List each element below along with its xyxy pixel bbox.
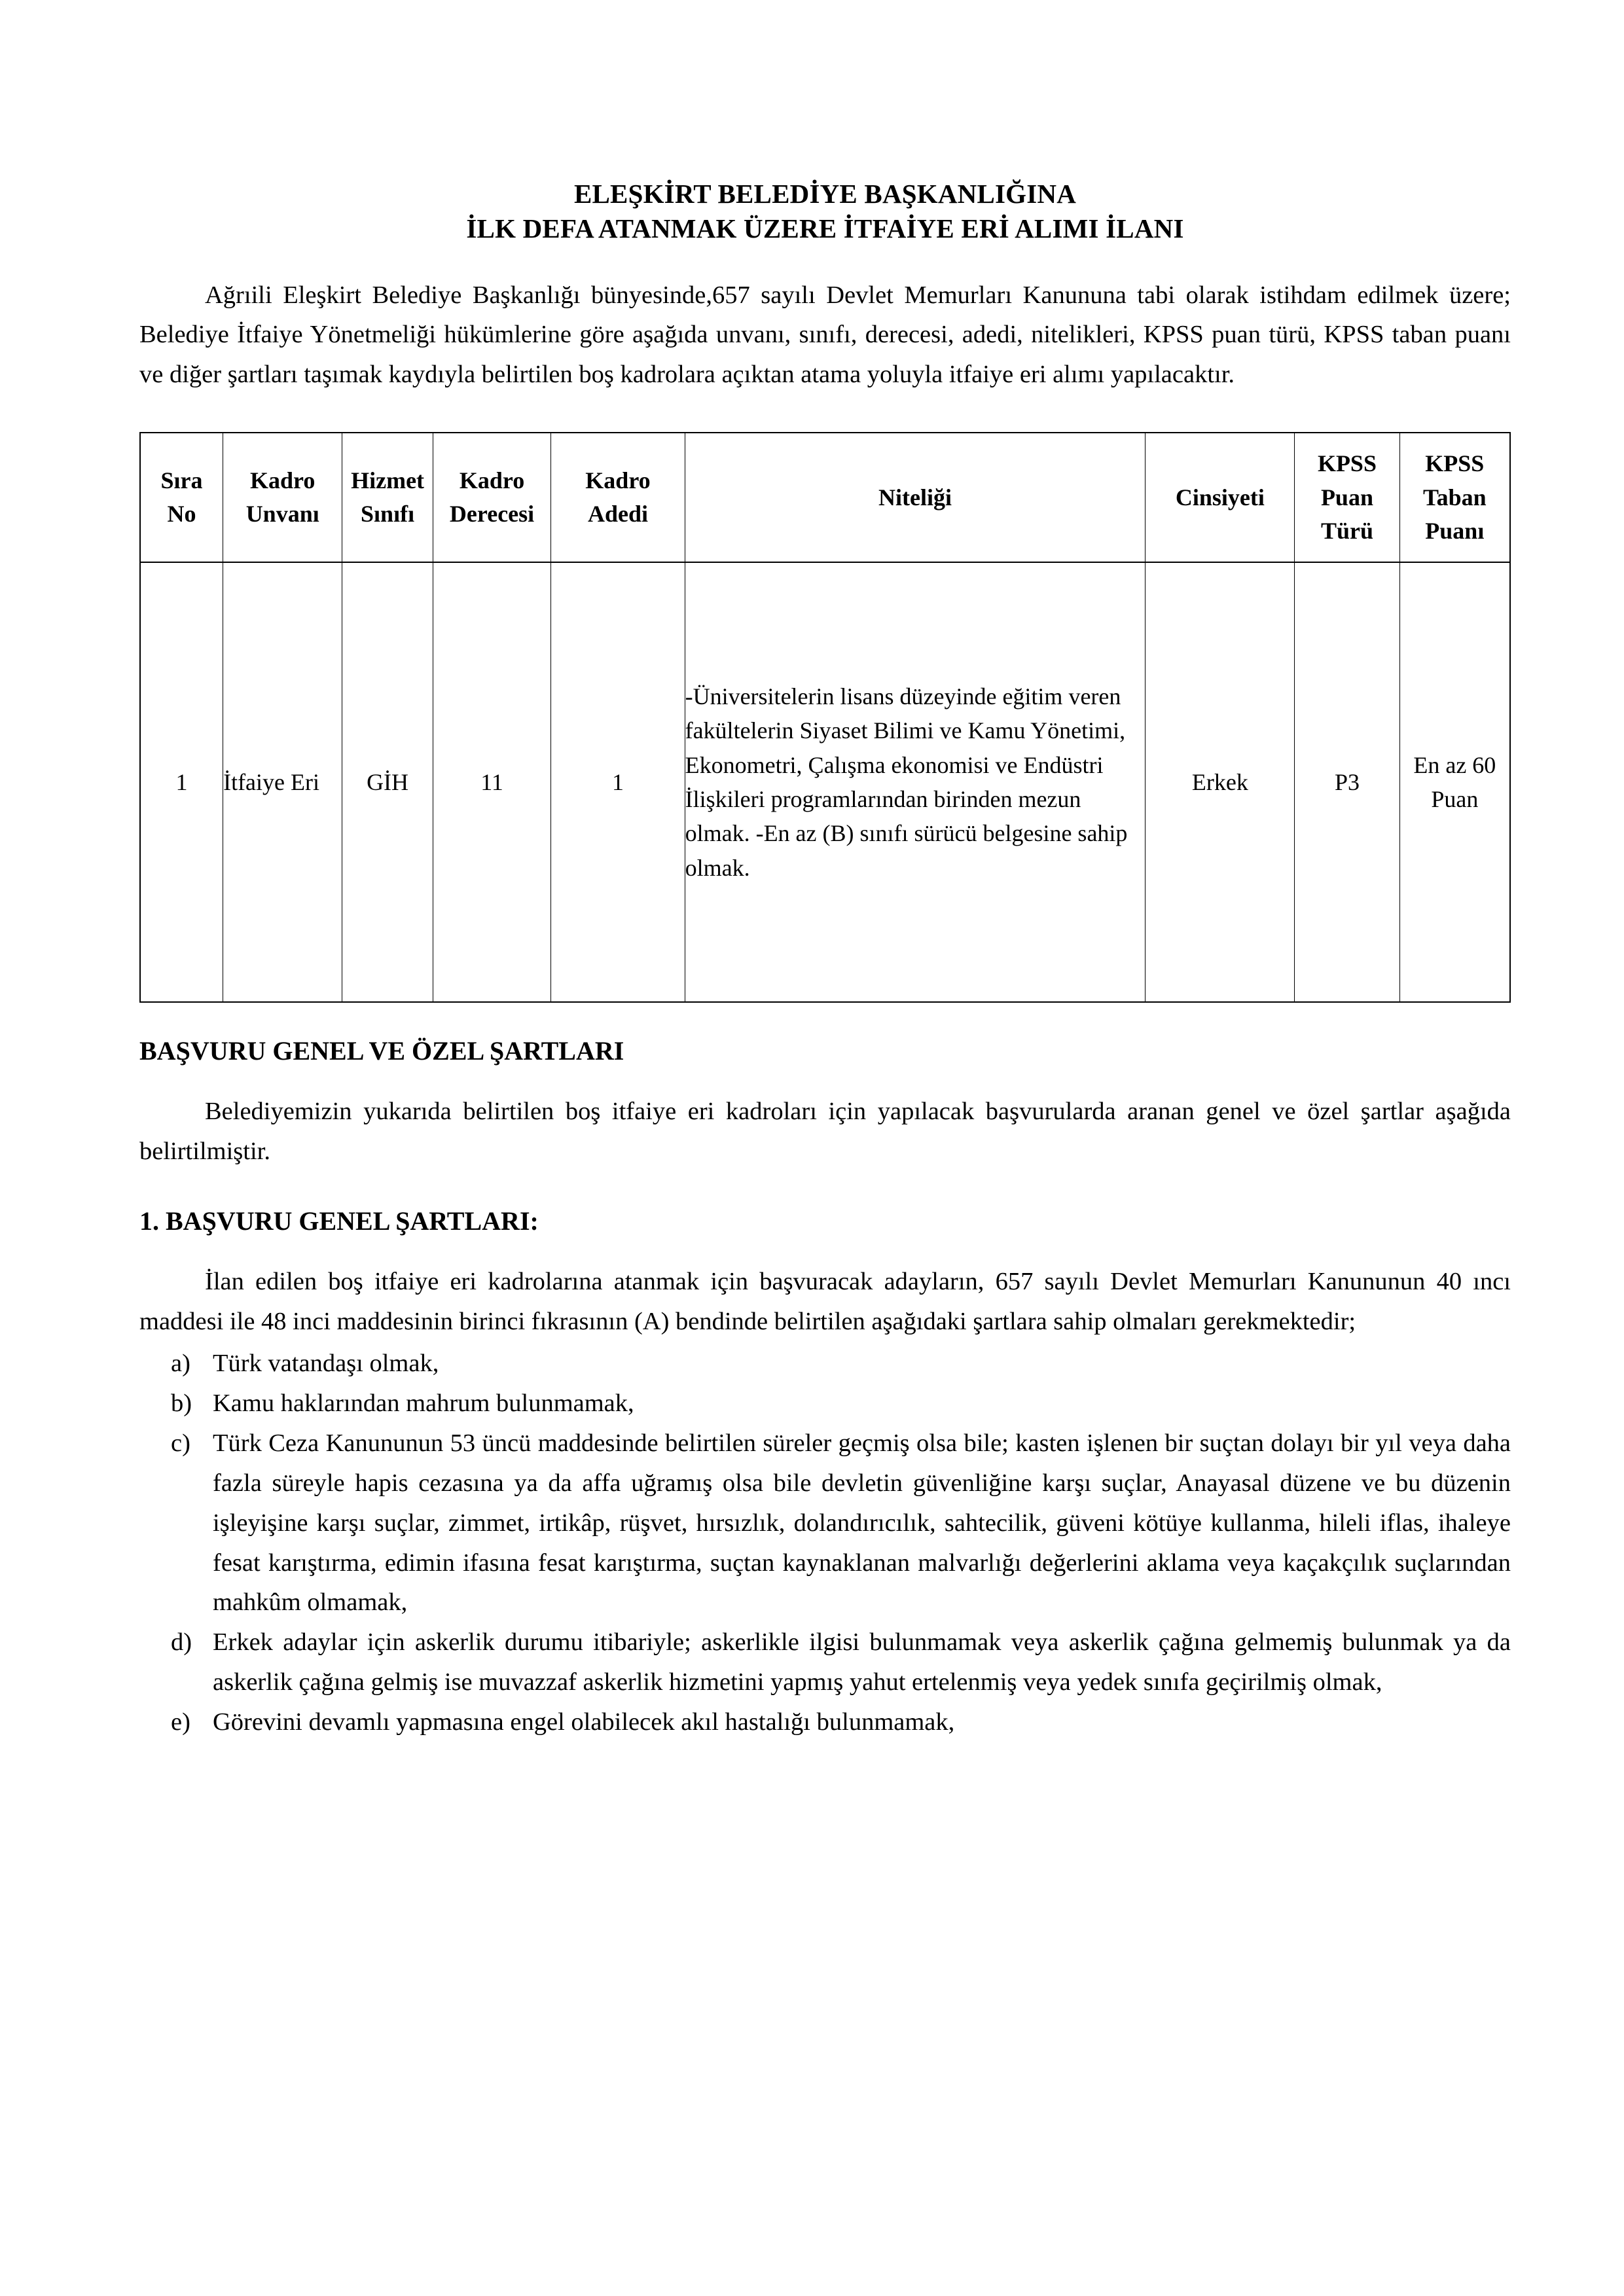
document-title (139, 177, 1511, 247)
header-sira-no-l1: Sıra (160, 467, 203, 493)
header-kadro-derecesi-l2: Derecesi (449, 501, 535, 528)
header-cinsiyeti-l1: Cinsiyeti (1175, 484, 1265, 511)
header-kpss-taban-puani-l2: Taban (1422, 484, 1487, 511)
header-kpss-taban-puani (1399, 433, 1510, 562)
header-hizmet-sinifi-l2: Sınıfı (361, 501, 415, 528)
basvuru-paragraph: Belediyemizin yukarıda belirtilen boş itfaiye eri kadroları için yapılacak başvurularda aranan genel ve özel şartlar aşağıda belirtilmiştir. (139, 1098, 1511, 1165)
table-row (140, 562, 1510, 1002)
list-item-text: Türk vatandaşı olmak, (213, 1350, 439, 1378)
header-kadro-unvani (223, 433, 342, 562)
list-item (139, 1344, 1511, 1384)
header-kpss-taban-puani-l3: Puanı (1425, 517, 1485, 544)
table-header (140, 433, 1510, 562)
header-kadro-adedi (551, 433, 685, 562)
cell-niteligi: -Üniversitelerin lisans düzeyinde eğitim veren fakültelerin Siyaset Bilimi ve Kamu Yönetimi, Ekonometri, Çalışma ekonomisi ve Endüstri İlişkileri programlarından birinden mezun olmak. -En az (B) sınıfı sürücü belgesine sahip olmak. (685, 562, 1146, 1002)
document-content (139, 177, 1511, 1742)
header-hizmet-sinifi-l1: Hizmet (351, 467, 425, 493)
list-item (139, 1623, 1511, 1702)
header-kadro-adedi-l1: Kadro (585, 467, 651, 493)
header-kadro-derecesi (433, 433, 551, 562)
header-kadro-unvani-l2: Unvanı (245, 501, 319, 528)
list-item (139, 1424, 1511, 1623)
cell-kadro-derecesi: 11 (433, 562, 551, 1002)
kadro-table-wrapper (139, 432, 1511, 1003)
section-heading-basvuru: BAŞVURU GENEL VE ÖZEL ŞARTLARI (139, 1036, 624, 1066)
table-header-row (140, 433, 1510, 562)
list-item-marker: b) (171, 1390, 192, 1418)
header-sira-no-l2: No (167, 501, 196, 528)
kadro-table (139, 432, 1511, 1003)
list-item-marker: c) (171, 1429, 190, 1458)
header-kpss-puan-turu-l2: Puan (1320, 484, 1373, 511)
genel-sartlar-list (139, 1344, 1511, 1742)
cell-sira-no: 1 (140, 562, 223, 1002)
intro-paragraph: Ağrıili Eleşkirt Belediye Başkanlığı bünyesinde,657 sayılı Devlet Memurları Kanununa tabi olarak istihdam edilmek üzere; Belediye İtfaiye Yönetmeliği hükümlerine göre aşağıda unvanı, sınıfı, derecesi, adedi, nitelikleri, KPSS puan türü, KPSS taban puanı ve diğer şartları taşımak kaydıyla belirtilen boş kadrolara açıktan atama yoluyla itfaiye eri alımı yapılacaktır. (139, 281, 1511, 389)
list-item-text: Görevini devamlı yapmasına engel olabilecek akıl hastalığı bulunmamak, (213, 1708, 955, 1736)
title-line-2: İLK DEFA ATANMAK ÜZERE İTFAİYE ERİ ALIMI İLANI (466, 213, 1184, 244)
header-kpss-puan-turu (1295, 433, 1399, 562)
cell-kadro-adedi: 1 (551, 562, 685, 1002)
cell-cinsiyeti: Erkek (1146, 562, 1295, 1002)
header-niteligi-l1: Niteliği (878, 484, 952, 511)
list-item-text: Kamu haklarından mahrum bulunmamak, (213, 1390, 634, 1418)
header-kadro-adedi-l2: Adedi (587, 501, 648, 528)
header-niteligi (685, 433, 1146, 562)
header-kpss-puan-turu-l1: KPSS (1317, 450, 1377, 477)
list-item-marker: d) (171, 1628, 192, 1657)
section-heading-genel-sartlar: 1. BAŞVURU GENEL ŞARTLARI: (139, 1206, 539, 1236)
list-item-marker: a) (171, 1350, 190, 1378)
genel-sartlar-paragraph: İlan edilen boş itfaiye eri kadrolarına atanmak için başvuracak adayların, 657 sayılı Devlet Memurları Kanununun 40 ıncı maddesi ile 48 inci maddesinin birinci fıkrasının (A) bendinde belirtilen aşağıdaki şartlara sahip olmaları gerekmektedir; (139, 1267, 1511, 1335)
list-item (139, 1702, 1511, 1742)
header-kadro-unvani-l1: Kadro (250, 467, 316, 493)
list-item-marker: e) (171, 1708, 190, 1736)
cell-kpss-taban-puani: En az 60 Puan (1399, 562, 1510, 1002)
header-kadro-derecesi-l1: Kadro (459, 467, 525, 493)
list-item-text: Türk Ceza Kanununun 53 üncü maddesinde belirtilen süreler geçmiş olsa bile; kasten işlenen bir suçtan dolayı bir yıl veya daha fazla süreyle hapis cezasına ya da affa uğramış olsa bile devletin güvenliğine karşı suçlar, Anayasal düzene ve bu düzenin işleyişine karşı suçlar, zimmet, irtikâp, rüşvet, hırsızlık, dolandırıcılık, sahtecilik, güveni kötüye kullanma, hileli iflas, ihaleye fesat karıştırma, edimin ifasına fesat karıştırma, suçtan kaynaklanan malvarlığı değerlerini aklama veya kaçakçılık suçlarından mahkûm olmamak, (213, 1429, 1511, 1617)
cell-kadro-unvani: İtfaiye Eri (223, 562, 342, 1002)
header-hizmet-sinifi (342, 433, 433, 562)
header-cinsiyeti (1146, 433, 1295, 562)
header-kpss-taban-puani-l1: KPSS (1425, 450, 1485, 477)
list-item-text: Erkek adaylar için askerlik durumu itibariyle; askerlikle ilgisi bulunmamak veya askerlik çağına gelmemiş bulunmak ya da askerlik çağına gelmiş ise muvazzaf askerlik hizmetini yapmış yahut ertelenmiş veya yedek sınıfa geçirilmiş olmak, (213, 1628, 1511, 1696)
list-item (139, 1384, 1511, 1424)
title-line-1: ELEŞKİRT BELEDİYE BAŞKANLIĞINA (573, 179, 1077, 209)
cell-hizmet-sinifi: GİH (342, 562, 433, 1002)
cell-kpss-puan-turu: P3 (1295, 562, 1399, 1002)
header-kpss-puan-turu-l3: Türü (1320, 517, 1373, 544)
header-sira-no (140, 433, 223, 562)
table-body (140, 562, 1510, 1002)
